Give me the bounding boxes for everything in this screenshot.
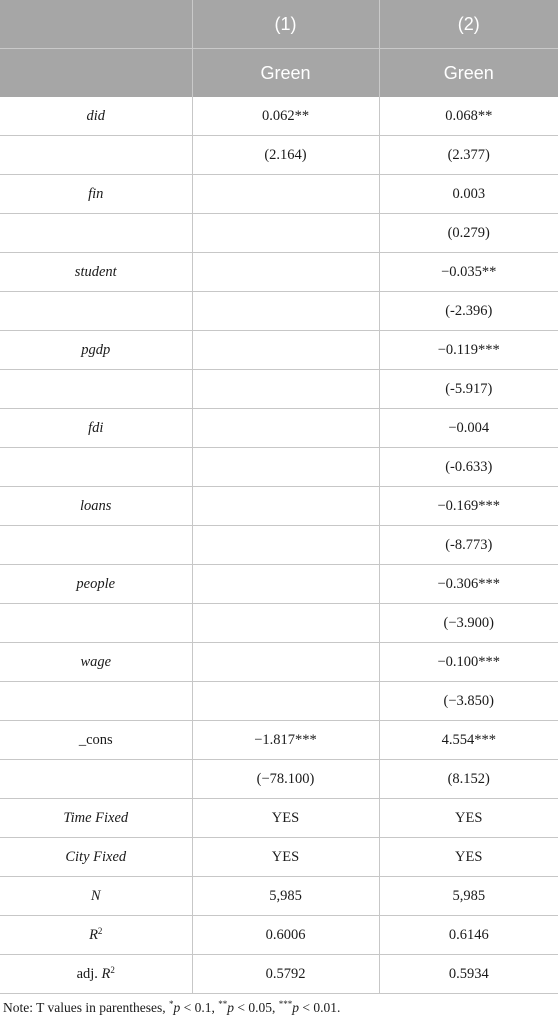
header-row-dependent-variable — [0, 49, 558, 98]
row-label: Time Fixed — [0, 799, 192, 838]
cell-model-1: YES — [192, 838, 379, 877]
table-row — [0, 136, 558, 175]
row-label — [0, 370, 192, 409]
cell-model-2: (-0.633) — [379, 448, 558, 487]
table-row — [0, 721, 558, 760]
table-row-r2 — [0, 916, 558, 955]
row-label-r2: $R^2$ — [0, 916, 192, 955]
cell-model-2: −0.306*** — [379, 565, 558, 604]
cell-model-1: 0.5792 — [192, 955, 379, 994]
row-label: student — [0, 253, 192, 292]
cell-model-2: 0.5934 — [379, 955, 558, 994]
cell-model-1: 0.6006 — [192, 916, 379, 955]
header-dependent-var-1: Green — [192, 49, 379, 98]
cell-model-1: 5,985 — [192, 877, 379, 916]
cell-model-1 — [192, 487, 379, 526]
table-row — [0, 643, 558, 682]
row-label — [0, 448, 192, 487]
table-row — [0, 97, 558, 136]
cell-model-1 — [192, 643, 379, 682]
table-row — [0, 253, 558, 292]
table-row — [0, 214, 558, 253]
cell-model-1 — [192, 292, 379, 331]
header-row-model-numbers — [0, 0, 558, 49]
cell-model-1 — [192, 409, 379, 448]
table-row — [0, 877, 558, 916]
cell-model-2: 4.554*** — [379, 721, 558, 760]
header-corner — [0, 0, 192, 49]
cell-model-1 — [192, 253, 379, 292]
table-body — [0, 97, 558, 994]
table-row — [0, 838, 558, 877]
cell-model-1 — [192, 448, 379, 487]
cell-model-2: 5,985 — [379, 877, 558, 916]
table-note: Note: T values in parentheses, *p < 0.1, **p < 0.05, ***p < 0.01. — [3, 999, 341, 1015]
table-row — [0, 175, 558, 214]
cell-model-1: YES — [192, 799, 379, 838]
row-label: people — [0, 565, 192, 604]
table-row — [0, 526, 558, 565]
cell-model-2: (−3.850) — [379, 682, 558, 721]
row-label: fin — [0, 175, 192, 214]
cell-model-2: (-8.773) — [379, 526, 558, 565]
cell-model-1 — [192, 370, 379, 409]
table-row-adj-r2 — [0, 955, 558, 994]
cell-model-1 — [192, 214, 379, 253]
row-label — [0, 214, 192, 253]
cell-model-2: 0.003 — [379, 175, 558, 214]
row-label: City Fixed — [0, 838, 192, 877]
cell-model-1 — [192, 565, 379, 604]
row-label — [0, 292, 192, 331]
cell-model-1 — [192, 331, 379, 370]
cell-model-2: −0.035** — [379, 253, 558, 292]
row-label — [0, 760, 192, 799]
row-label — [0, 526, 192, 565]
table-row — [0, 760, 558, 799]
table-row — [0, 448, 558, 487]
row-label: did — [86, 107, 106, 124]
cell-model-2: (−3.900) — [379, 604, 558, 643]
row-label — [0, 682, 192, 721]
table-row — [0, 409, 558, 448]
cell-model-1: 0.062** — [192, 97, 379, 136]
table-row — [0, 331, 558, 370]
table-row — [0, 292, 558, 331]
header-corner-lower — [0, 49, 192, 98]
cell-model-2: −0.119*** — [379, 331, 558, 370]
table-row — [0, 487, 558, 526]
row-label-adj-r2: adj. $R^2$ — [0, 955, 192, 994]
cell-model-2: (2.377) — [379, 136, 558, 175]
cell-model-2: (0.279) — [379, 214, 558, 253]
cell-model-2: (-2.396) — [379, 292, 558, 331]
cell-model-1 — [192, 682, 379, 721]
cell-model-1: (−78.100) — [192, 760, 379, 799]
header-model-2: (2) — [379, 0, 558, 49]
row-label — [0, 136, 192, 175]
cell-model-2: 0.068** — [379, 97, 558, 136]
table-row — [0, 682, 558, 721]
row-label: wage — [0, 643, 192, 682]
cell-model-2: −0.100*** — [379, 643, 558, 682]
table-row — [0, 565, 558, 604]
table-row — [0, 604, 558, 643]
cell-model-2: (-5.917) — [379, 370, 558, 409]
cell-model-1: (2.164) — [192, 136, 379, 175]
header-model-1: (1) — [192, 0, 379, 49]
header-dependent-var-2: Green — [379, 49, 558, 98]
cell-model-2: 0.6146 — [379, 916, 558, 955]
row-label: fdi — [0, 409, 192, 448]
cell-model-2: −0.004 — [379, 409, 558, 448]
cell-model-2: (8.152) — [379, 760, 558, 799]
cell-model-2: YES — [379, 799, 558, 838]
row-label: N — [0, 877, 192, 916]
cell-model-2: −0.169*** — [379, 487, 558, 526]
cell-model-1 — [192, 604, 379, 643]
row-label: loans — [0, 487, 192, 526]
table-row — [0, 799, 558, 838]
cell-model-1: −1.817*** — [192, 721, 379, 760]
cell-model-2: YES — [379, 838, 558, 877]
cell-model-1 — [192, 175, 379, 214]
row-label: _cons — [0, 721, 192, 760]
row-label: pgdp — [0, 331, 192, 370]
table-row — [0, 370, 558, 409]
row-label — [0, 604, 192, 643]
cell-model-1 — [192, 526, 379, 565]
